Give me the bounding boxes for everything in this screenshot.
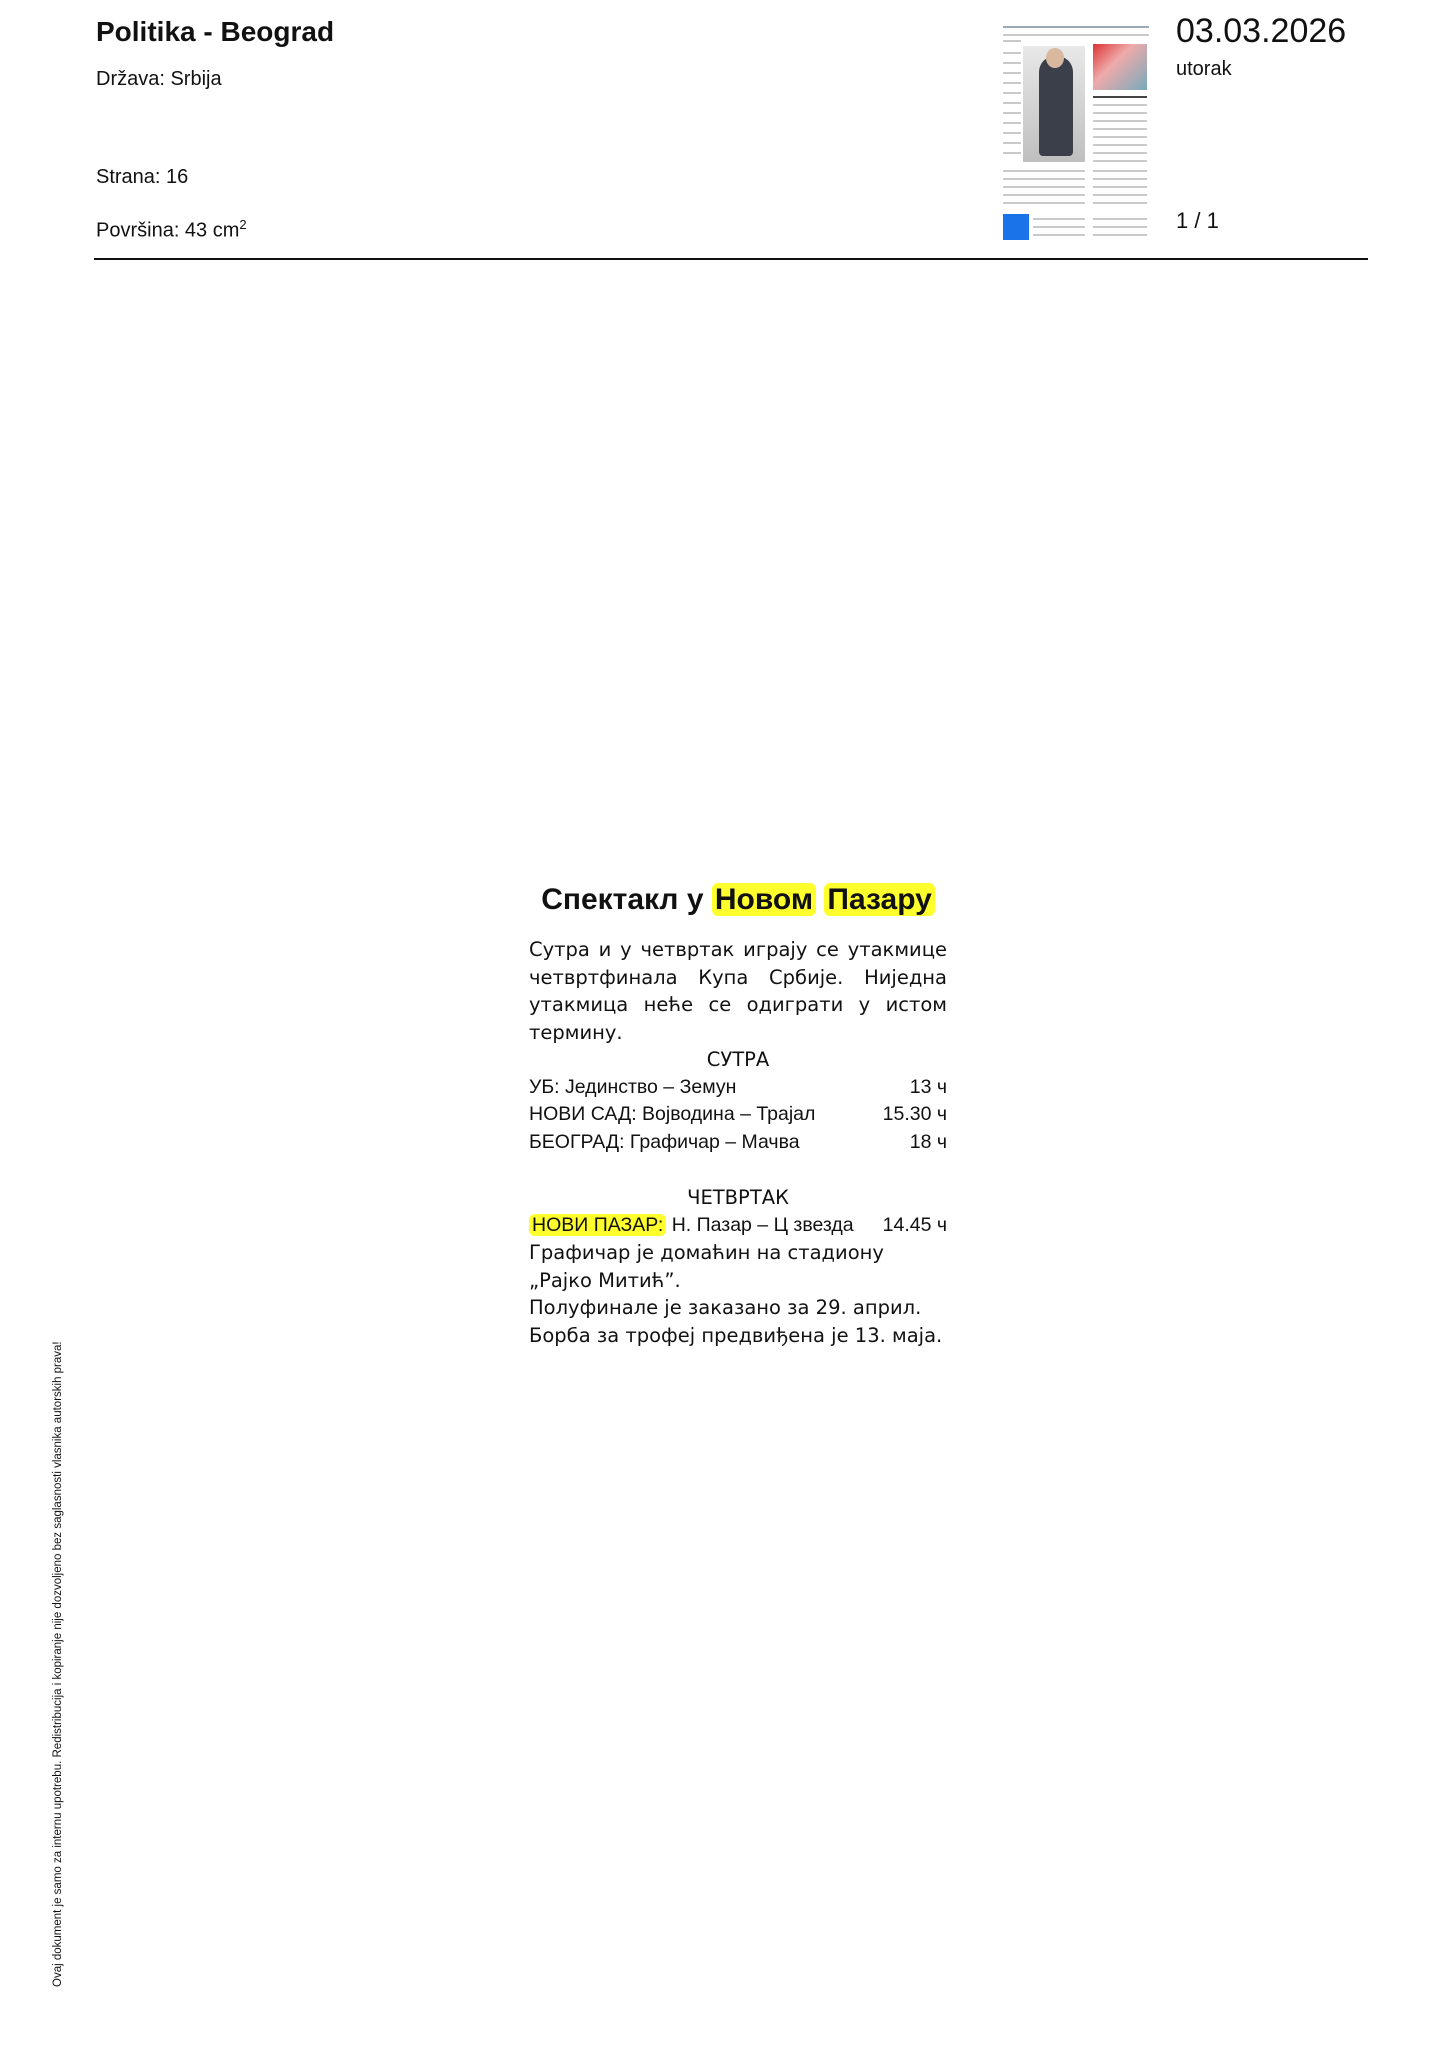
match-row <box>529 1074 947 1102</box>
match-teams: УБ: Јединство – Земун <box>529 1075 737 1098</box>
match-city-highlight: НОВИ ПАЗАР: <box>529 1214 666 1236</box>
match-time: 15.30 ч <box>882 1103 947 1125</box>
match-time: 14.45 ч <box>882 1213 947 1236</box>
match-teams: НОВИ САД: Војводина – Трајал <box>529 1103 816 1125</box>
article-intro: Сутра и у четвртак играју се утакмице четвртфинала Купа Србије. Ниједна утакмица неће се одиграти у истом термину. <box>529 938 947 1044</box>
headline-text: Спектакл у <box>541 883 704 916</box>
issue-weekday: utorak <box>1176 58 1232 80</box>
issue-date: 03.03.2026 <box>1176 12 1347 50</box>
page-number-label: Strana: 16 <box>96 166 189 188</box>
article-headline <box>529 880 947 920</box>
page-counter: 1 / 1 <box>1176 208 1219 233</box>
match-row <box>529 1212 947 1240</box>
match-teams: БЕОГРАД: Графичар – Мачва <box>529 1130 800 1153</box>
match-time: 13 ч <box>909 1075 947 1098</box>
copyright-notice: Ovaj dokument je samo za internu upotrebu. Redistribucija i kopiranje nije dozvoljeno bez saglasnosti vlasnika autorskih prava! <box>52 1341 64 1987</box>
publication-title: Politika - Beograd <box>96 16 335 47</box>
area-label <box>96 217 247 243</box>
match-row <box>529 1129 947 1157</box>
headline-highlight-2: Пазару <box>824 883 934 916</box>
match-teams-rest: Н. Пазар – Ц звезда <box>671 1213 854 1236</box>
match-teams <box>529 1212 854 1240</box>
venue-note: Графичар је домаћин на стадиону „Рајко Митић”. <box>529 1241 884 1292</box>
headline-highlight-1: Новом <box>712 883 816 916</box>
final-note: Борба за трофеј предвиђена је 13. маја. <box>529 1323 943 1347</box>
semifinal-note: Полуфинале је заказано за 29. април. <box>529 1296 922 1319</box>
area-text: Površina: 43 cm <box>96 219 240 242</box>
day-heading-thursday: ЧЕТВРТАК <box>687 1186 789 1209</box>
header-divider <box>94 258 1368 260</box>
thumbnail-person-figure <box>1039 56 1073 156</box>
page-thumbnail[interactable] <box>1003 22 1149 244</box>
area-superscript: 2 <box>239 217 247 232</box>
article-clipping <box>529 880 947 1349</box>
spacer <box>529 1156 947 1184</box>
thumbnail-article-marker <box>1003 214 1029 240</box>
day-heading-tomorrow: СУТРА <box>706 1048 770 1071</box>
thumbnail-person-head <box>1046 48 1064 68</box>
country-label: Država: Srbija <box>96 68 222 90</box>
match-time: 18 ч <box>909 1130 947 1153</box>
thumbnail-sports-photo <box>1093 44 1147 90</box>
match-row <box>529 1101 947 1129</box>
